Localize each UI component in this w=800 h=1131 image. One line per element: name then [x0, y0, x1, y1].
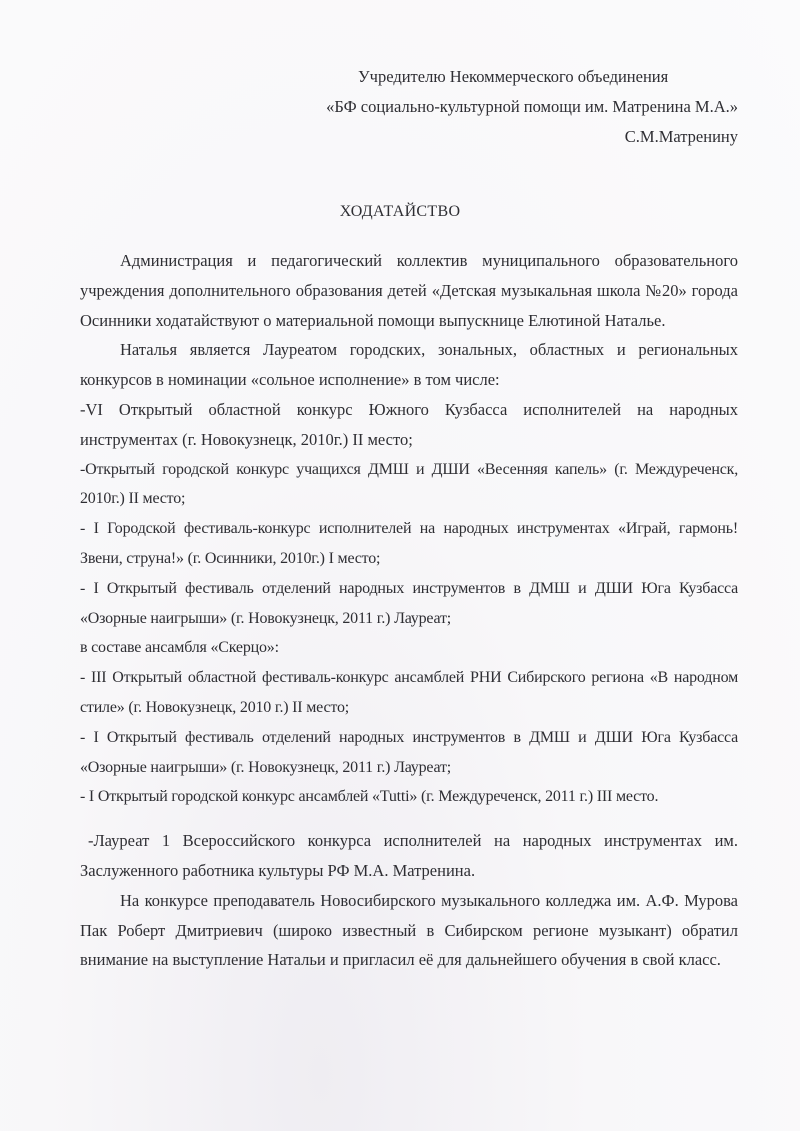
closing-paragraph: На конкурсе преподаватель Новосибирского музыкального колледжа им. А.Ф. Мурова Пак Роберт Дмитриевич (широко известный в Сибирском регионе музыкант) обратил внимание на выступление Натальи и пригласил её для дальнейшего обучения в свой класс.	[80, 890, 738, 970]
addressee-line-2: «БФ социально-культурной помощи им. Матренина М.А.»	[326, 97, 738, 116]
achievements-intro: Наталья является Лауреатом городских, зональных, областных и региональных конкурсов в номинации «сольное исполнение» в том числе:	[80, 340, 738, 390]
intro-paragraph: Администрация и педагогический коллектив муниципального образовательного учреждения дополнительного образования детей «Детская музыкальная школа №20» города Осинники ходатайствуют о материальной помощи выпускнице Елютиной Наталье.	[80, 251, 738, 330]
solo-achievement: - I Городской фестиваль-конкурс исполнителей на народных инструментах «Играй, гармонь! Звени, струна!» (г. Осинники, 2010г.) I место;	[80, 520, 738, 567]
addressee-line-3: С.М.Матренину	[624, 127, 738, 146]
document-title: ХОДАТАЙСТВО	[339, 203, 461, 220]
addressee-line-1: Учредителю Некоммерческого объединения	[358, 67, 669, 86]
solo-achievement: -VI Открытый областной конкурс Южного Кузбасса исполнителей на народных инструментах (г. Новокузнецк, 2010г.) II место;	[80, 399, 738, 449]
ensemble-achievement: - I Открытый городской конкурс ансамблей «Tutti» (г. Междуреченск, 2011 г.) III место.	[80, 788, 659, 806]
solo-achievement: -Открытый городской конкурс учащихся ДМШ и ДШИ «Весенняя капель» (г. Междуреченск, 2010г.) II место;	[80, 460, 738, 508]
addressee-block	[0, 62, 738, 152]
ensemble-achievement: - III Открытый областной фестиваль-конкурс ансамблей РНИ Сибирского региона «В народном стиле» (г. Новокузнецк, 2010 г.) II место;	[80, 669, 738, 716]
ensemble-achievement: - I Открытый фестиваль отделений народных инструментов в ДМШ и ДШИ Юга Кузбасса «Озорные наигрыши» (г. Новокузнецк, 2011 г.) Лауреат;	[80, 728, 738, 776]
laureate-paragraph: -Лауреат 1 Всероссийского конкурса исполнителей на народных инструментах им. Заслуженного работника культуры РФ М.А. Матренина.	[80, 831, 738, 880]
document-body	[80, 246, 738, 975]
ensemble-heading: в составе ансамбля «Скерцо»:	[80, 639, 279, 657]
solo-achievement: - I Открытый фестиваль отделений народных инструментов в ДМШ и ДШИ Юга Кузбасса «Озорные наигрыши» (г. Новокузнецк, 2011 г.) Лауреат;	[80, 579, 738, 627]
